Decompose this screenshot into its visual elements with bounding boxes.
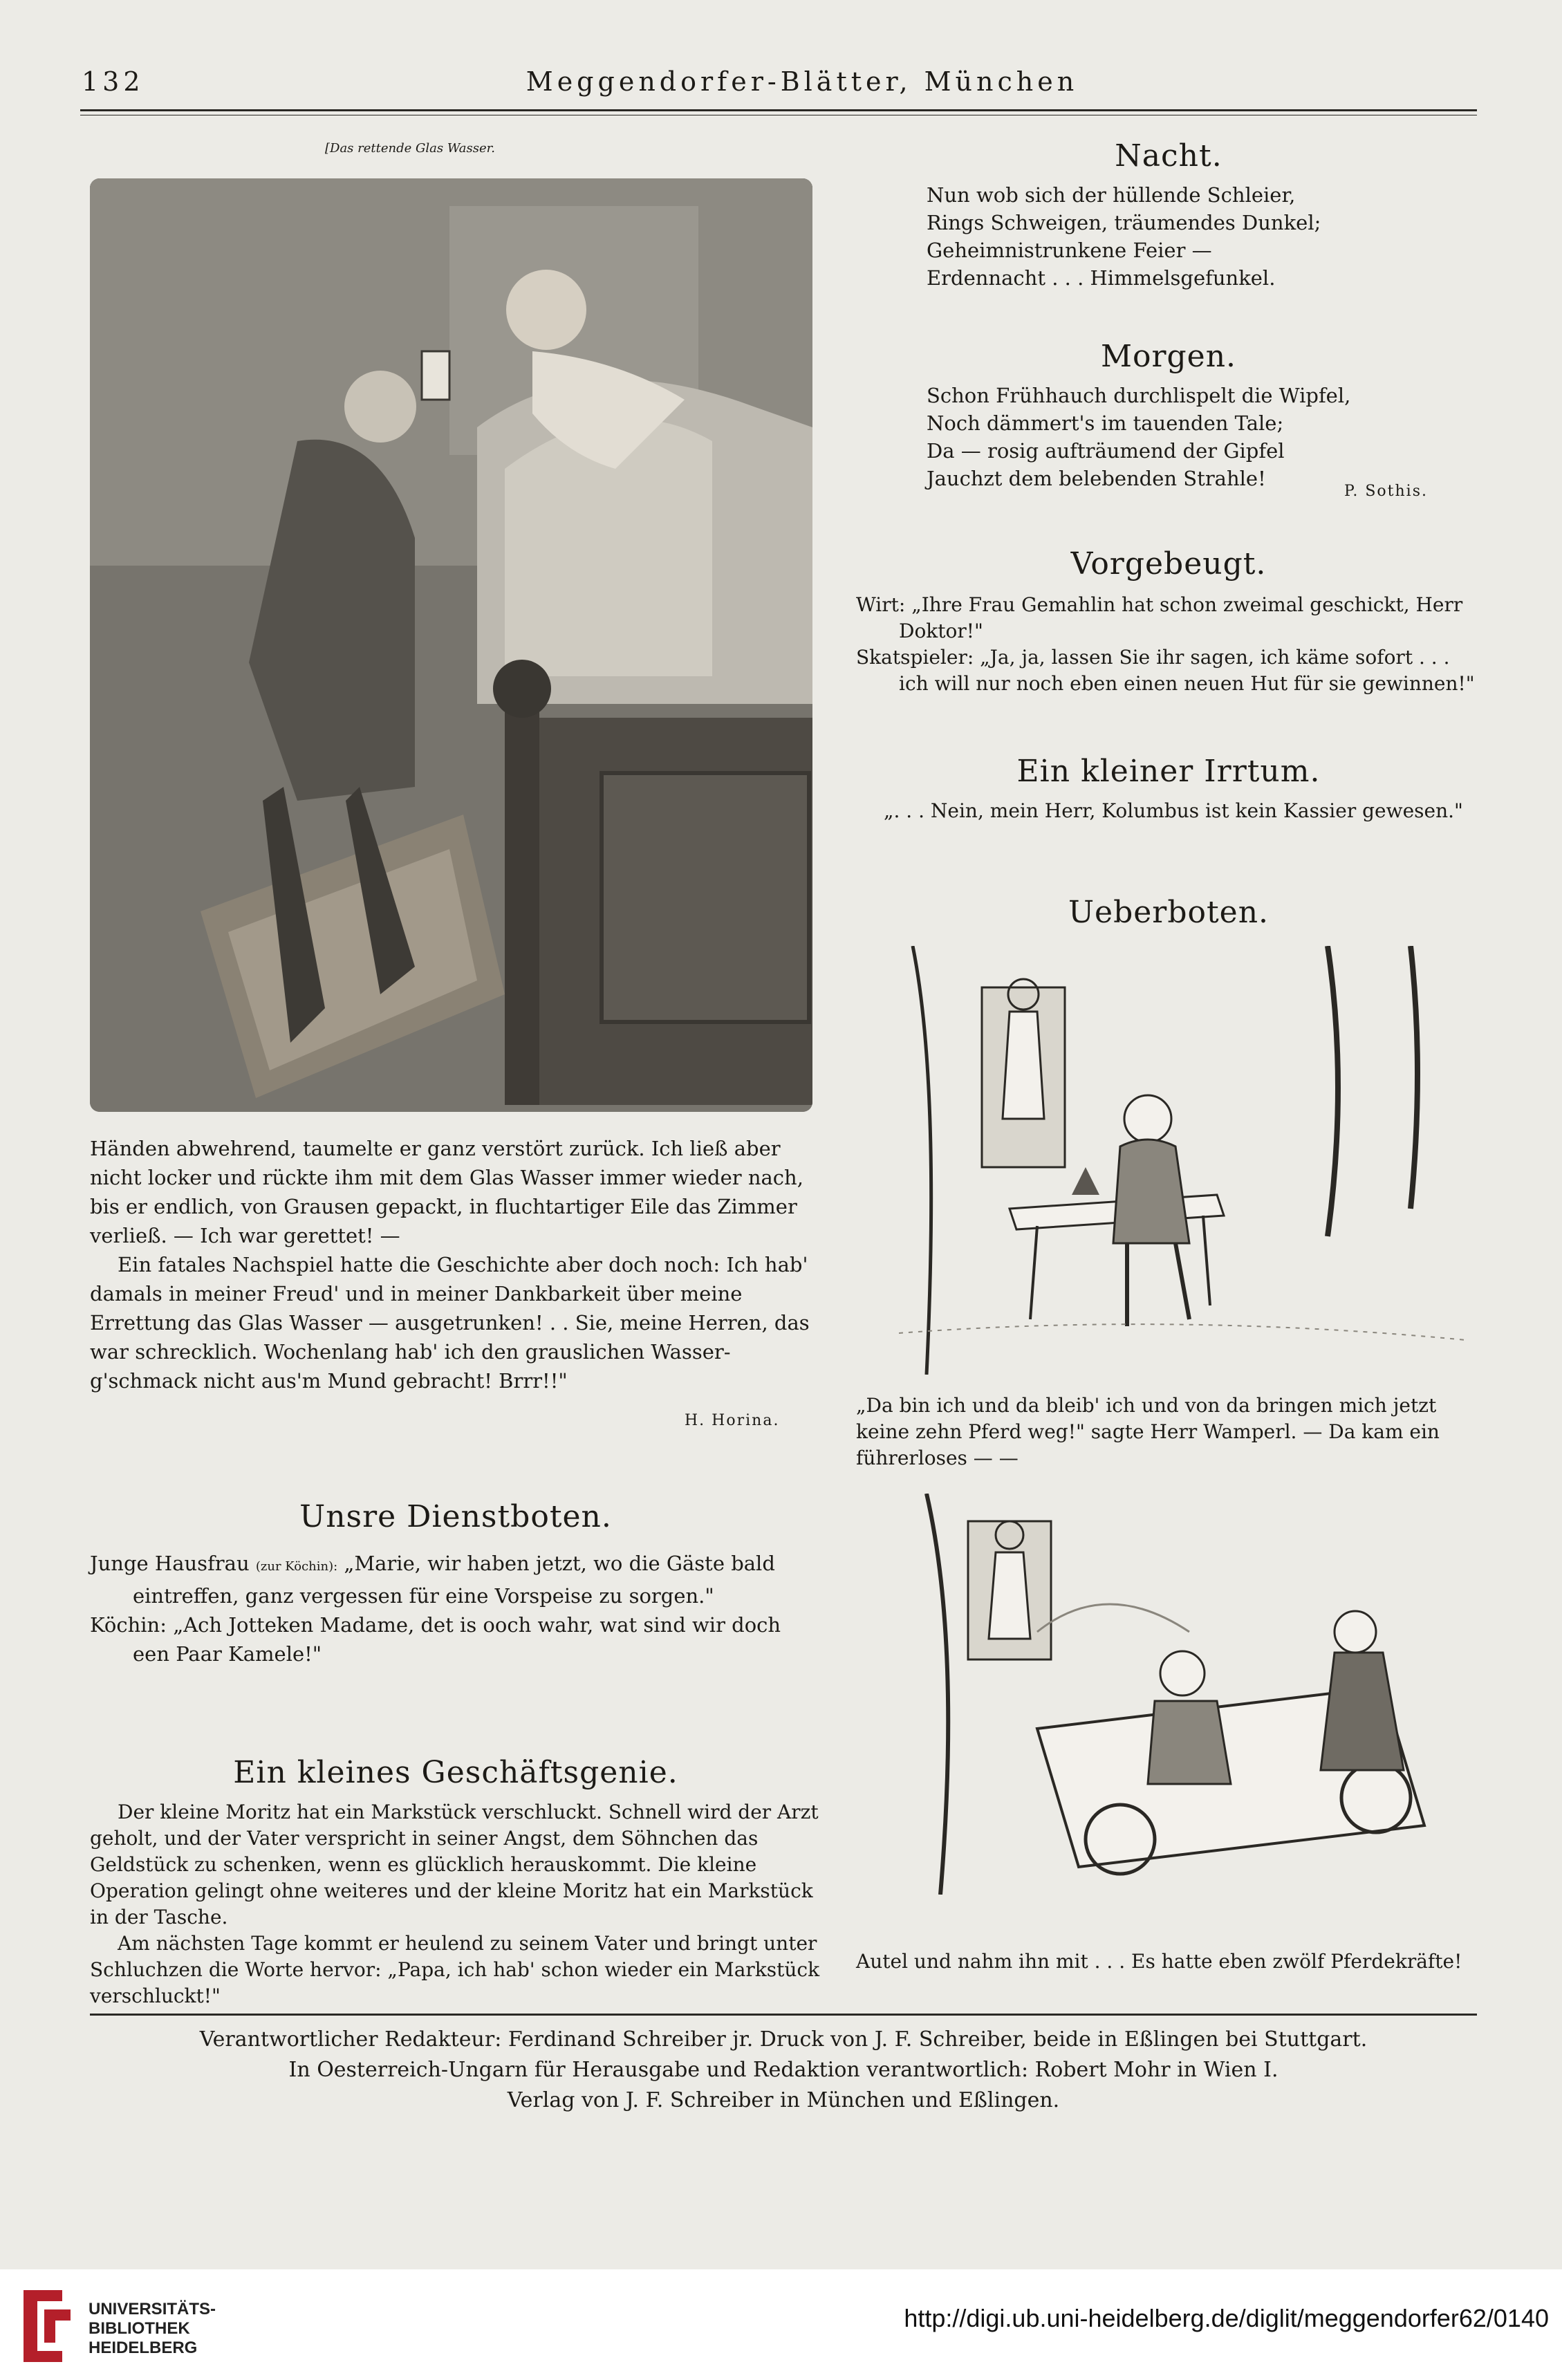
speaker: Köchin:: [90, 1613, 167, 1637]
story-line: nicht locker und rückte ihm mit dem Glas Wasser immer wieder nach,: [90, 1166, 803, 1189]
genie-paragraph: Der kleine Moritz hat ein Markstück verschluckt. Schnell wird der Arzt geholt, und der Vater verspricht in seiner Angst, dem Söhnchen das Geldstück zu schenken, wenn es glücklich herauskommt. Die kleine Operation gelingt ohne weiteres und der kleine Moritz hat ein Markstück in der Tasche.: [90, 1801, 819, 1928]
irrtum-text: „. . . Nein, mein Herr, Kolumbus ist kein Kassier gewesen.": [884, 799, 1463, 822]
dialogue-line: [856, 592, 1480, 644]
header-rule: [80, 109, 1477, 111]
source-url-link[interactable]: http://digi.ub.uni-heidelberg.de/diglit/meggendorfer62/0140: [904, 2304, 1549, 2332]
poem-line: Nun wob sich der hüllende Schleier,: [927, 183, 1296, 207]
dialogue-text: „Ja, ja, lassen Sie ihr sagen, ich käme sofort . . . ich will nur noch eben einen neuen Hut für sie gewinnen!": [899, 646, 1475, 695]
speaker: Junge Hausfrau: [90, 1552, 250, 1575]
speaker: Skatspieler:: [856, 646, 974, 669]
story-line: bis er endlich, von Grausen gepackt, in fluchtartiger Eile das Zimmer: [90, 1195, 797, 1218]
dialogue-text: „Marie, wir haben jetzt, wo die Gäste bald eintreffen, ganz vergessen für eine Vorspeise zu sorgen.": [133, 1552, 775, 1608]
imprint-line-1: Verantwortlicher Redakteur: Ferdinand Schreiber jr. Druck von J. F. Schreiber, beide in Eßlingen bei Stuttgart.: [199, 2027, 1368, 2052]
poem-line: Da — rosig aufträumend der Gipfel: [927, 439, 1285, 463]
story-line: Händen abwehrend, taumelte er ganz verstört zurück. Ich ließ aber: [90, 1137, 781, 1160]
cartoon-man-at-table: [899, 946, 1466, 1375]
morgen-title: Morgen.: [1100, 339, 1237, 374]
nacht-title: Nacht.: [1115, 138, 1222, 174]
dienstboten-title: Unsre Dienstboten.: [299, 1499, 612, 1534]
stage-note: (zur Köchin):: [255, 1559, 338, 1574]
dialogue-text: „Ihre Frau Gemahlin hat schon zweimal geschickt, Herr Doktor!": [899, 593, 1463, 642]
dialogue-line: [856, 644, 1480, 697]
genie-title: Ein kleines Geschäftsgenie.: [233, 1755, 678, 1790]
genie-paragraph: Am nächsten Tage kommt er heulend zu seinem Vater und bringt unter Schluchzen die Worte hervor: „Papa, ich hab' schon wieder ein Markstück verschluckt!": [90, 1932, 820, 2007]
ueberboten-title: Ueberboten.: [1068, 895, 1270, 930]
vorgebeugt-title: Vorgebeugt.: [1070, 546, 1267, 582]
journal-title: Meggendorfer-Blätter, München: [526, 66, 1079, 97]
imprint-rule: [90, 2014, 1477, 2016]
cartoon-runaway-car: [899, 1494, 1466, 1895]
imprint-line-3: Verlag von J. F. Schreiber in München und Eßlingen.: [507, 2088, 1060, 2112]
footer-bar: [0, 2269, 1562, 2380]
poem-line: Jauchzt dem belebenden Strahle!: [927, 467, 1266, 490]
ueberboten-caption-2: Autel und nahm ihn mit . . . Es hatte eben zwölf Pferdekräfte!: [856, 1950, 1462, 1973]
morgen-poem: [927, 382, 1480, 492]
library-name: [89, 2300, 216, 2358]
dialogue-line: [90, 1549, 821, 1610]
story-paragraph: Ein fatales Nachspiel hatte die Geschichte aber doch noch: Ich hab' damals in meiner Freud' und in meiner Dankbarkeit über meine Errettung das Glas Wasser — ausgetrunken! . . Sie, meine Herren, das war schrecklich. Wochenlang hab' ich den grauslichen Wasser-g'schmack nicht aus'm Mund gebracht! Brrr!!": [90, 1253, 810, 1393]
poem-line: Noch dämmert's im tauenden Tale;: [927, 411, 1284, 435]
poem-line: Rings Schweigen, träumendes Dunkel;: [927, 211, 1321, 234]
nacht-poem: [927, 181, 1480, 292]
illustration-caption: [Das rettende Glas Wasser.: [325, 141, 495, 156]
illustration-glass-of-water: [90, 178, 812, 1112]
library-name-line: UNIVERSITÄTS-: [89, 2300, 216, 2318]
dialogue-text: „Ach Jotteken Madame, det is ooch wahr, wat sind wir doch een Paar Kamele!": [133, 1613, 781, 1666]
dialogue-line: [90, 1610, 821, 1668]
library-name-line: HEIDELBERG: [89, 2339, 198, 2357]
library-name-line: BIBLIOTHEK: [89, 2319, 190, 2338]
poem-line: Erdennacht . . . Himmelsgefunkel.: [927, 266, 1276, 290]
irrtum-title: Ein kleiner Irrtum.: [1016, 754, 1321, 789]
poem-line: Geheimnistrunkene Feier —: [927, 239, 1212, 262]
genie-story: [90, 1799, 821, 2009]
dienstboten-dialogue: [90, 1549, 821, 1668]
ueberboten-caption-1: „Da bin ich und da bleib' ich und von da bringen mich jetzt keine zehn Pferd weg!" sagte Herr Wamperl. — Da kam ein führerloses — —: [856, 1394, 1440, 1469]
imprint-line-2: In Oesterreich-Ungarn für Herausgabe und Redaktion verantwortlich: Robert Mohr in Wien I.: [288, 2058, 1279, 2082]
poem-line: Schon Frühhauch durchlispelt die Wipfel,: [927, 384, 1351, 407]
speaker: Wirt:: [856, 593, 906, 616]
story-continuation: [90, 1134, 821, 1395]
story-author: H. Horina.: [685, 1412, 780, 1429]
library-logo[interactable]: [14, 2285, 77, 2366]
story-line: verließ. — Ich war gerettet! —: [90, 1224, 400, 1247]
page-number: 132: [82, 66, 145, 97]
morgen-author: P. Sothis.: [1344, 483, 1428, 500]
vorgebeugt-dialogue: [856, 592, 1480, 697]
